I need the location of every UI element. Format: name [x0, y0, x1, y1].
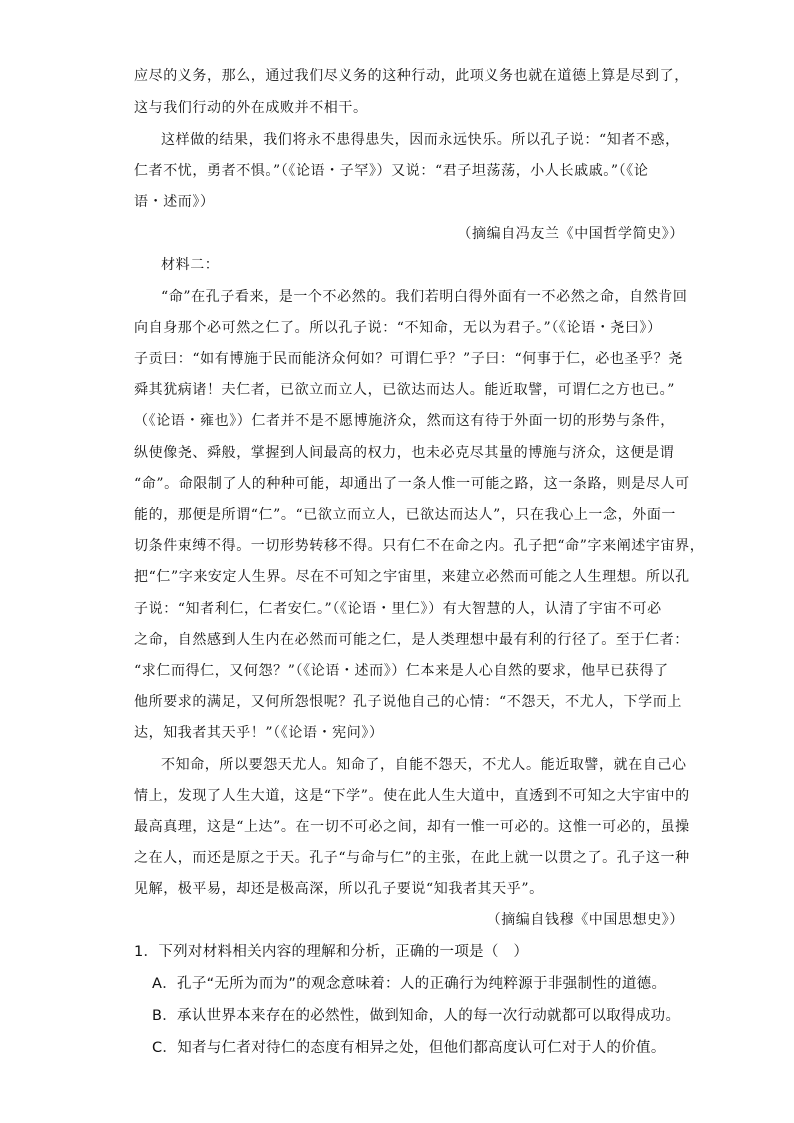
text-line: 达，知我者其天乎！”（《论语・宪问》）: [134, 725, 384, 741]
section-heading: 材料二：: [161, 257, 220, 273]
text-line: 子贡曰：“如有博施于民而能济众何如？可谓仁乎？”子曰：“何事于仁，必也圣乎？尧: [134, 351, 683, 367]
text-line: 这样做的结果，我们将永不患得患失，因而永远快乐。所以孔子说：“知者不惑，: [161, 132, 680, 148]
text-line: “求仁而得仁，又何怨？”（《论语・述而》）仁本来是人心自然的要求，他早已获得了: [134, 663, 669, 679]
option-a: A．孔子“无所为而为”的观念意味着：人的正确行为纯粹源于非强制性的道德。: [152, 976, 667, 992]
option-c: C．知者与仁者对待仁的态度有相异之处，但他们都高度认可仁对于人的价值。: [152, 1040, 666, 1056]
question-stem: 1．下列对材料相关内容的理解和分析，正确的一项是（ ）: [134, 944, 529, 960]
option-b: B．承认世界本来存在的必然性，做到知命，人的每一次行动就都可以取得成功。: [152, 1008, 681, 1024]
source-attribution: （摘编自钱穆《中国思想史》）: [486, 912, 684, 928]
text-line: 之命，自然感到人生内在必然而可能之仁，是人类理想中最有利的行径了。至于仁者：: [134, 632, 689, 648]
text-line: 把“仁”字来安定人生界。尽在不可知之宇宙里，来建立必然而可能之人生理想。所以孔: [134, 569, 690, 585]
text-line: “命”。命限制了人的种种可能，却通出了一条人惟一可能之路，这一条路，则是尽人可: [134, 476, 690, 492]
text-line: 仁者不忧，勇者不惧。”（《论语・子罕》）又说：“君子坦荡荡，小人长戚戚。”（《论: [134, 163, 649, 179]
text-line: 能的，那便是所谓“仁”。“已欲立而立人，已欲达而达人”，只在我心上一念，外面一: [134, 507, 677, 523]
text-line: 切条件束缚不得。一切形势转移不得。只有仁不在命之内。孔子把“命”字来阐述宇宙界，: [134, 538, 705, 554]
text-line: 情上，发现了人生大道，这是“下学”。使在此人生大道中，直透到不可知之大宇宙中的: [134, 788, 690, 804]
text-line: 应尽的义务，那么，通过我们尽义务的这种行动，此项义务也就在道德上算是尽到了，: [134, 68, 689, 84]
text-line: 纵使像尧、舜般，掌握到人间最高的权力，也未必克尽其量的博施与济众，这便是谓: [134, 445, 675, 461]
text-line: 不知命，所以要怨天尤人。知命了，自能不怨天，不尤人。能近取譬，就在自己心: [161, 757, 687, 773]
text-line: （《论语・雍也》）仁者并不是不愿博施济众，然而这有待于外面一切的形势与条件，: [134, 413, 675, 429]
text-line: 见解，极平易，却还是极高深，所以孔子要说“知我者其天乎”。: [134, 881, 544, 897]
text-line: 子说：“知者利仁，仁者安仁。”（《论语・里仁》）有大智慧的人，认清了宇宙不可必: [134, 601, 662, 617]
text-line: 最高真理，这是“上达”。在一切不可必之间，却有一惟一可必的。这惟一可必的，虽操: [134, 819, 690, 835]
text-line: “命”在孔子看来，是一个不必然的。我们若明白得外面有一不必然之命，自然肯回: [161, 289, 688, 305]
text-line: 之在人，而还是原之于天。孔子“与命与仁”的主张，在此上就一以贯之了。孔子这一种: [134, 850, 690, 866]
text-line: 舜其犹病诸！夫仁者，已欲立而立人，已欲达而达人。能近取譬，可谓仁之方也已。”: [134, 382, 675, 398]
text-line: 向自身那个必可然之仁了。所以孔子说：“不知命，无以为君子。”（《论语・尧曰》）: [134, 320, 662, 336]
text-line: 他所要求的满足，又何所怨恨呢？孔子说他自己的心情：“不怨天，不尤人，下学而上: [134, 694, 682, 710]
text-line: 这与我们行动的外在成败并不相干。: [134, 100, 368, 116]
text-line: 语・述而》）: [134, 194, 215, 210]
source-attribution: （摘编自冯友兰《中国哲学简史》）: [457, 226, 684, 242]
